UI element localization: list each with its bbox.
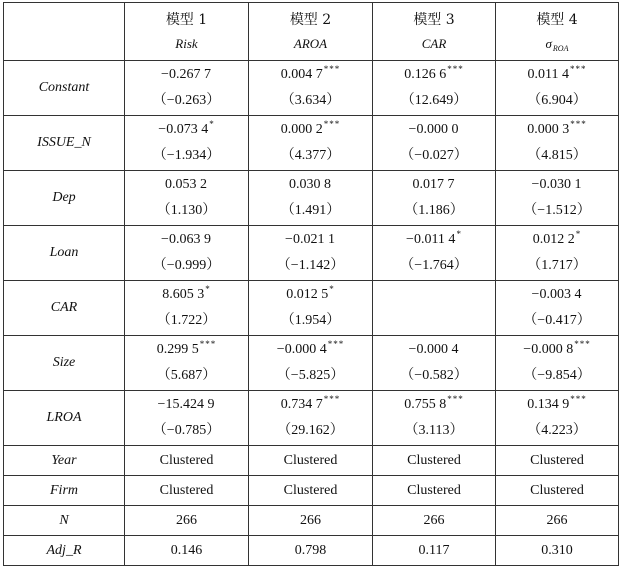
row-label: Adj_R (4, 536, 125, 566)
table-cell: 0.146 (125, 536, 249, 566)
table-cell (496, 226, 619, 281)
t-statistic: （1.954） (280, 313, 341, 328)
table-cell: Clustered (249, 476, 373, 506)
table-row (4, 281, 619, 336)
coefficient (249, 337, 372, 363)
table-cell (373, 391, 496, 446)
row-label: Firm (4, 476, 125, 506)
coefficient (249, 227, 372, 253)
t-statistic: （−1.764） (400, 258, 468, 273)
t-statistic: （5.687） (156, 368, 217, 383)
t-statistic: （−1.142） (276, 258, 345, 273)
coef-value: −0.003 4 (531, 287, 582, 302)
table-row (4, 391, 619, 446)
model-dependent-variable (496, 32, 618, 56)
coefficient (496, 117, 618, 143)
coef-value: 0.734 7 (280, 397, 323, 412)
coef-value: 0.012 2 (532, 232, 575, 247)
model-header-cell (373, 3, 496, 61)
t-statistic: （−0.785） (152, 423, 221, 438)
t-statistic: （12.649） (400, 93, 468, 108)
table-cell (125, 281, 249, 336)
table-row (4, 116, 619, 171)
row-label: Constant (4, 61, 125, 116)
table-cell: Clustered (496, 446, 619, 476)
coef-value: −0.000 4 (276, 342, 327, 357)
model-header-cell (125, 3, 249, 61)
coef-value: 0.030 8 (289, 177, 331, 192)
table-cell (125, 336, 249, 391)
model-header-cell (496, 3, 619, 61)
significance-stars: * (456, 229, 462, 240)
t-statistic: （−0.027） (400, 148, 468, 163)
coefficient (496, 392, 618, 418)
significance-stars: *** (569, 64, 587, 75)
coef-value: 0.126 6 (404, 67, 447, 82)
t-statistic: （4.223） (527, 423, 587, 438)
table-cell: Clustered (125, 476, 249, 506)
coefficient (249, 172, 372, 198)
coefficient (373, 62, 495, 88)
table-cell (125, 226, 249, 281)
coef-value: −0.000 0 (408, 122, 459, 137)
table-cell: 266 (373, 506, 496, 536)
table-cell (496, 116, 619, 171)
coefficient (125, 62, 248, 88)
t-statistic: （1.491） (280, 203, 341, 218)
table-row (4, 536, 619, 566)
coef-value: −0.063 9 (161, 232, 211, 247)
coef-value: 0.299 5 (156, 342, 199, 357)
significance-stars: *** (323, 394, 341, 405)
table-cell (125, 171, 249, 226)
coef-value: 0.134 9 (527, 397, 570, 412)
coef-value: −0.073 4 (158, 122, 209, 137)
table-cell: Clustered (249, 446, 373, 476)
coefficient (373, 337, 495, 363)
table-cell (249, 116, 373, 171)
significance-stars: *** (447, 64, 464, 75)
t-statistic: （29.162） (277, 423, 344, 438)
coefficient (125, 227, 248, 253)
row-label: Loan (4, 226, 125, 281)
significance-stars: *** (327, 339, 345, 350)
model-name: 模型 1 (165, 11, 208, 28)
significance-stars: *** (323, 119, 341, 130)
coefficient (125, 172, 248, 198)
t-statistic: （1.186） (404, 203, 464, 218)
significance-stars: * (209, 119, 215, 130)
table-cell (249, 226, 373, 281)
row-label: Year (4, 446, 125, 476)
significance-stars: * (575, 229, 582, 240)
t-statistic: （−0.263） (152, 93, 221, 108)
coefficient (496, 337, 618, 363)
t-statistic: （−1.934） (152, 148, 221, 163)
table-row (4, 226, 619, 281)
table-cell: Clustered (125, 446, 249, 476)
t-statistic: （−0.999） (152, 258, 221, 273)
coefficient (373, 227, 495, 253)
table-cell: Clustered (373, 446, 496, 476)
t-statistic: （3.634） (280, 93, 341, 108)
coef-value: −0.267 7 (161, 67, 211, 82)
coefficient (373, 392, 495, 418)
table-cell (249, 281, 373, 336)
coefficient (125, 117, 248, 143)
coef-value: 0.011 4 (527, 67, 569, 82)
coef-value: 0.755 8 (404, 397, 447, 412)
table-cell: 266 (125, 506, 249, 536)
t-statistic: （−5.825） (276, 368, 345, 383)
t-statistic: （3.113） (404, 423, 464, 438)
t-statistic: （1.717） (527, 258, 587, 273)
table-cell: 0.798 (249, 536, 373, 566)
table-cell (373, 61, 496, 116)
coefficient (496, 282, 618, 308)
coefficient (496, 62, 618, 88)
table-cell (496, 171, 619, 226)
table-cell: Clustered (496, 476, 619, 506)
t-statistic: （−9.854） (523, 368, 591, 383)
row-label: Dep (4, 171, 125, 226)
row-label: CAR (4, 281, 125, 336)
table-cell: 0.117 (373, 536, 496, 566)
table-cell: 0.310 (496, 536, 619, 566)
header-corner-cell (4, 3, 125, 61)
coef-value: 0.017 7 (412, 177, 455, 192)
table-cell-empty (373, 281, 496, 336)
significance-stars: *** (323, 64, 341, 75)
table-cell (373, 226, 496, 281)
table-cell (496, 391, 619, 446)
table-cell (496, 336, 619, 391)
table-cell (249, 336, 373, 391)
table-cell: 266 (496, 506, 619, 536)
significance-stars: *** (570, 394, 587, 405)
coefficient (125, 282, 248, 308)
t-statistic: （4.815） (527, 148, 587, 163)
table-row (4, 171, 619, 226)
coef-value: −0.000 8 (523, 342, 574, 357)
header-row (4, 3, 619, 61)
model-dependent-variable: CAR (421, 35, 447, 51)
coef-value: −0.011 4 (406, 232, 456, 247)
t-statistic: （−0.582） (400, 368, 468, 383)
model-name: 模型 2 (289, 11, 332, 28)
row-label: Size (4, 336, 125, 391)
regression-table (3, 2, 619, 566)
t-statistic: （6.904） (527, 93, 587, 108)
table-cell (373, 336, 496, 391)
coef-value: −0.030 1 (531, 177, 582, 192)
model-dependent-variable: AROA (293, 35, 328, 51)
table-cell (249, 391, 373, 446)
significance-stars: *** (574, 339, 591, 350)
table-cell (125, 116, 249, 171)
table-cell (249, 61, 373, 116)
table-row (4, 336, 619, 391)
coefficient (373, 117, 495, 143)
coef-value: 0.004 7 (280, 67, 323, 82)
row-label: LROA (4, 391, 125, 446)
significance-stars: *** (570, 119, 587, 130)
coef-value: 8.605 3 (162, 287, 205, 302)
table-row (4, 61, 619, 116)
coef-value: 0.000 2 (280, 122, 323, 137)
significance-stars: *** (447, 394, 464, 405)
sigma-symbol: σ (545, 35, 552, 51)
t-statistic: （1.130） (156, 203, 217, 218)
coef-value: 0.053 2 (165, 177, 207, 192)
table-cell: 266 (249, 506, 373, 536)
coef-value: −15.424 9 (157, 397, 215, 412)
model-name: 模型 4 (536, 11, 578, 28)
t-statistic: （4.377） (280, 148, 341, 163)
coefficient (249, 282, 372, 308)
coefficient (249, 117, 372, 143)
significance-stars: *** (199, 339, 217, 350)
coefficient (249, 62, 372, 88)
coef-value: −0.021 1 (285, 232, 335, 247)
model-dependent-variable: Risk (175, 35, 198, 51)
row-label: ISSUE_N (4, 116, 125, 171)
table-cell (125, 61, 249, 116)
model-header-cell (249, 3, 373, 61)
row-label: N (4, 506, 125, 536)
coef-value: −0.000 4 (408, 342, 459, 357)
coefficient (125, 392, 248, 418)
t-statistic: （1.722） (156, 313, 217, 328)
t-statistic: （−1.512） (523, 203, 591, 218)
table-cell (373, 116, 496, 171)
table-cell (496, 61, 619, 116)
table-row (4, 446, 619, 476)
table-cell (249, 171, 373, 226)
significance-stars: * (329, 284, 335, 295)
sigma-subscript: ROA (552, 44, 569, 54)
coef-value: 0.012 5 (286, 287, 329, 302)
table-cell (373, 171, 496, 226)
coefficient (496, 227, 618, 253)
coef-value: 0.000 3 (527, 122, 570, 137)
table-row (4, 506, 619, 536)
coefficient (125, 337, 248, 363)
table-cell (496, 281, 619, 336)
significance-stars: * (205, 284, 211, 295)
coefficient (373, 172, 495, 198)
table-cell: Clustered (373, 476, 496, 506)
model-name: 模型 3 (413, 11, 455, 28)
coefficient (496, 172, 618, 198)
t-statistic: （−0.417） (523, 313, 591, 328)
coefficient (249, 392, 372, 418)
table-cell (125, 391, 249, 446)
table-row (4, 476, 619, 506)
